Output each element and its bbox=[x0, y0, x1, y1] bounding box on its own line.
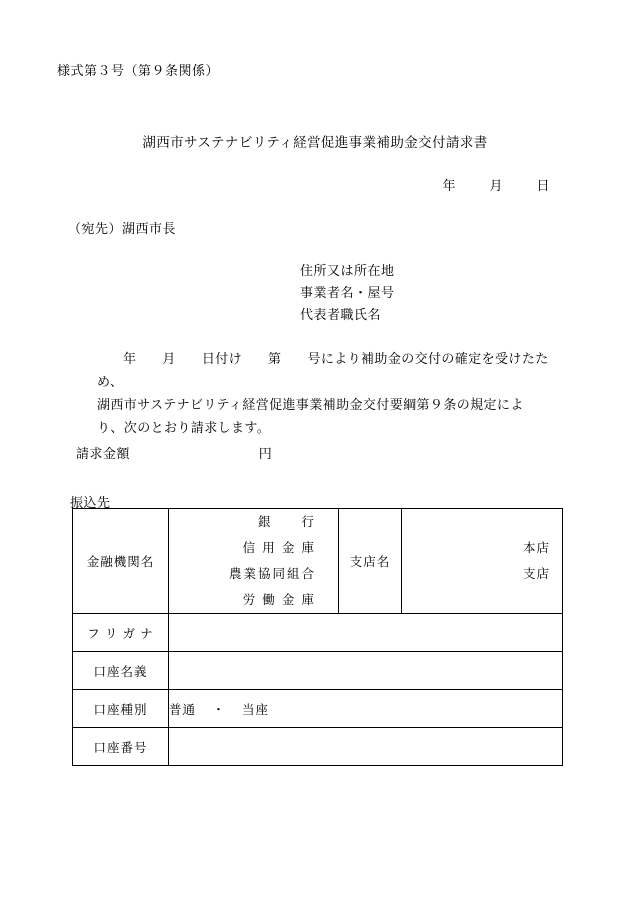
form-number: 様式第３号（第９条関係） bbox=[57, 63, 220, 78]
transfer-label: 振込先 bbox=[70, 495, 111, 510]
branch-label-cell: 支店名 bbox=[339, 509, 402, 614]
institution-type-rokin: 労 働 金 庫 bbox=[242, 593, 316, 607]
table-row bbox=[73, 614, 563, 652]
table-row bbox=[73, 690, 563, 728]
branch-type-head: 本店 bbox=[522, 541, 550, 555]
applicant-block bbox=[300, 260, 395, 326]
account-holder-value-cell[interactable] bbox=[169, 652, 563, 690]
branch-type-branch: 支店 bbox=[522, 567, 550, 581]
table-row bbox=[73, 509, 563, 614]
amount-unit: 円 bbox=[258, 446, 273, 461]
branch-types-cell bbox=[402, 509, 563, 614]
applicant-business-name: 事業者名・屋号 bbox=[300, 285, 395, 300]
amount-row bbox=[76, 443, 272, 462]
account-type-ordinary: 普通 bbox=[169, 702, 197, 717]
account-type-current: 当座 bbox=[242, 702, 270, 717]
institution-label-cell: 金融機関名 bbox=[73, 509, 169, 614]
table-row bbox=[73, 728, 563, 766]
bank-details-table bbox=[72, 508, 563, 766]
body-month: 月 bbox=[162, 351, 176, 366]
date-year: 年 bbox=[442, 178, 456, 193]
page-title: 湖西市サステナビリティ経営促進事業補助金交付請求書 bbox=[142, 135, 488, 150]
body-number-prefix: 第 bbox=[268, 351, 282, 366]
account-type-separator: ・ bbox=[212, 702, 226, 717]
body-line-3: り、次のとおり請求します。 bbox=[97, 420, 271, 435]
body-line-1 bbox=[97, 347, 557, 393]
date-month: 月 bbox=[489, 178, 503, 193]
account-number-label-cell: 口座番号 bbox=[73, 728, 169, 766]
account-number-value-cell[interactable] bbox=[169, 728, 563, 766]
body-text bbox=[97, 347, 557, 439]
institution-types-cell bbox=[169, 509, 339, 614]
account-type-value-cell[interactable] bbox=[169, 690, 563, 728]
date-line bbox=[442, 175, 550, 194]
applicant-representative: 代表者職氏名 bbox=[300, 307, 382, 322]
institution-type-bank: 銀 行 bbox=[257, 515, 316, 529]
body-dated: 日付け bbox=[201, 351, 243, 366]
institution-type-shinkin: 信 用 金 庫 bbox=[242, 541, 316, 555]
applicant-address: 住所又は所在地 bbox=[300, 263, 395, 278]
addressee: （宛先）湖西市長 bbox=[68, 221, 177, 236]
account-holder-label-cell: 口座名義 bbox=[73, 652, 169, 690]
furigana-label-cell: フ リ ガ ナ bbox=[73, 614, 169, 652]
table-row bbox=[73, 652, 563, 690]
body-line-1-tail: 号により補助金の交付の確定を受けたため、 bbox=[97, 351, 549, 389]
furigana-value-cell[interactable] bbox=[169, 614, 563, 652]
date-day: 日 bbox=[536, 178, 550, 193]
account-type-label-cell: 口座種別 bbox=[73, 690, 169, 728]
institution-type-ja: 農業協同組合 bbox=[228, 567, 316, 581]
amount-label: 請求金額 bbox=[76, 446, 131, 461]
body-year: 年 bbox=[123, 351, 137, 366]
body-line-2: 湖西市サステナビリティ経営促進事業補助金交付要綱第９条の規定によ bbox=[97, 397, 524, 412]
